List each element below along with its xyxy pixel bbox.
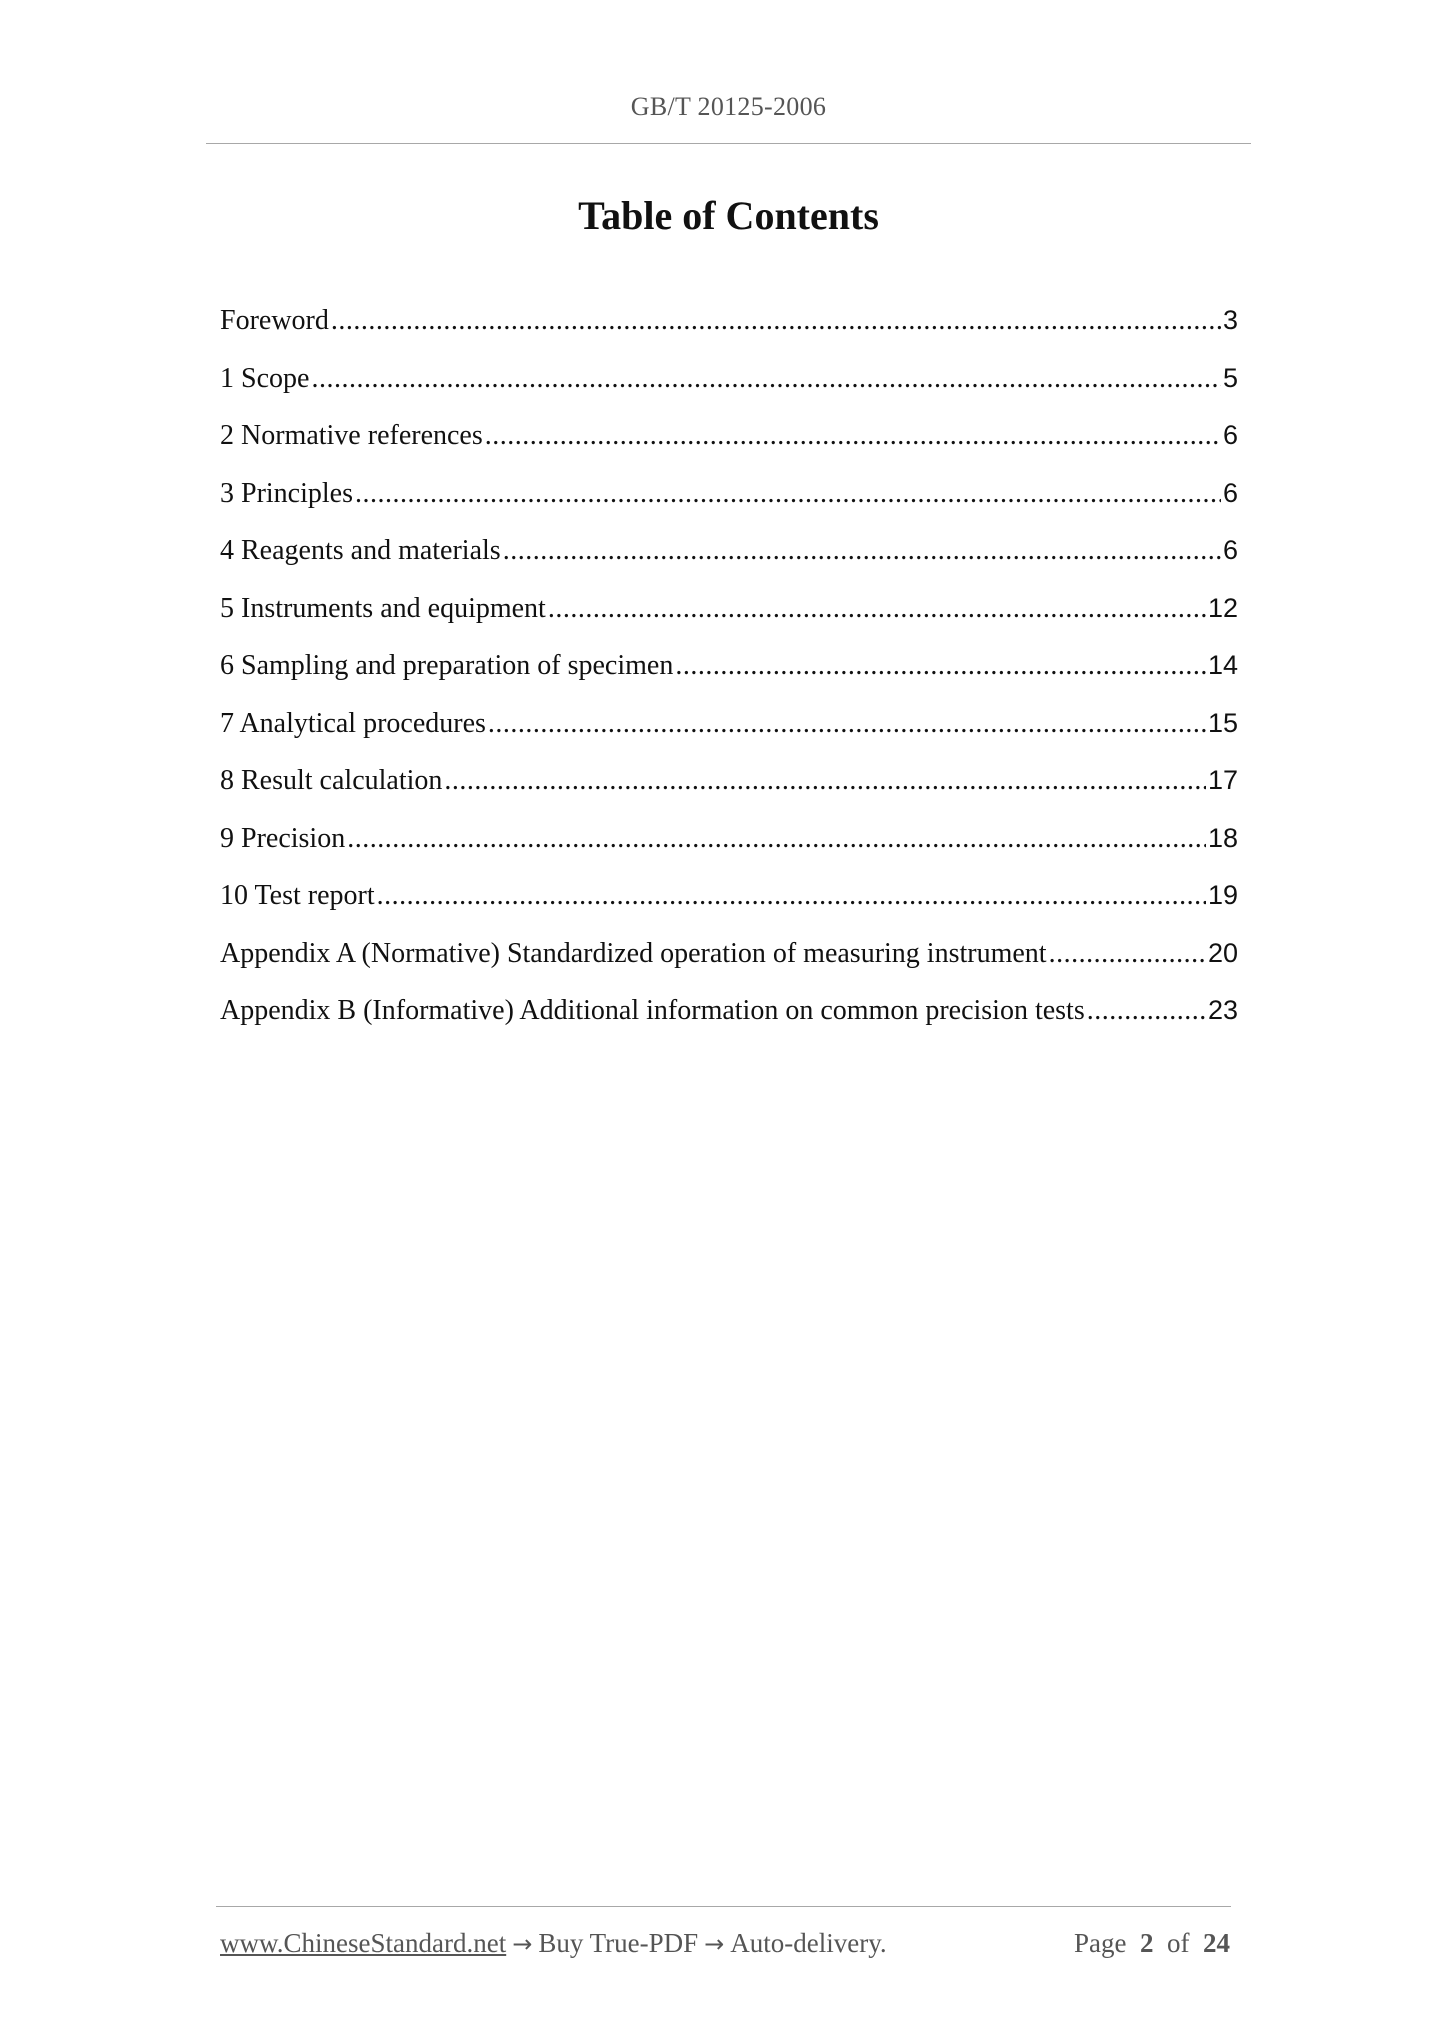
toc-entry-page: 17	[1207, 765, 1238, 795]
page-number	[1074, 1928, 1230, 1959]
toc-leader-dots	[503, 531, 1221, 571]
toc-leader-dots	[355, 474, 1221, 514]
toc-leader-dots	[444, 761, 1206, 801]
footer-promo	[220, 1928, 887, 1959]
toc-entry-page: 6	[1222, 477, 1238, 508]
footer-divider	[216, 1906, 1231, 1907]
table-of-contents	[220, 300, 1238, 1048]
toc-leader-dots	[1087, 991, 1206, 1031]
toc-leader-dots	[347, 819, 1206, 859]
auto-delivery-text: Auto-delivery.	[730, 1928, 887, 1958]
toc-leader-dots	[311, 359, 1221, 399]
toc-entry-page: 14	[1207, 650, 1238, 680]
website-link[interactable]: www.ChineseStandard.net	[220, 1928, 507, 1958]
toc-entry-label: 7 Analytical procedures	[220, 707, 486, 739]
toc-entry-sampling[interactable]	[220, 645, 1238, 703]
toc-entry-instruments[interactable]	[220, 588, 1238, 646]
toc-entry-label: 5 Instruments and equipment	[220, 592, 546, 624]
toc-entry-page: 15	[1207, 707, 1238, 738]
toc-entry-appendix-a[interactable]	[220, 933, 1238, 991]
of-word: of	[1167, 1928, 1190, 1958]
toc-leader-dots	[1049, 934, 1206, 974]
toc-leader-dots	[675, 646, 1206, 686]
toc-entry-label: 9 Precision	[220, 822, 346, 854]
toc-entry-label: 4 Reagents and materials	[220, 535, 501, 566]
toc-entry-page: 19	[1207, 880, 1238, 910]
page-word: Page	[1074, 1928, 1127, 1958]
toc-entry-page: 6	[1222, 535, 1238, 565]
toc-entry-label: 6 Sampling and preparation of specimen	[220, 650, 674, 681]
arrow-right-icon: →	[512, 1930, 533, 1958]
buy-true-pdf-text: Buy True-PDF	[538, 1928, 699, 1958]
toc-entry-result-calculation[interactable]	[220, 760, 1238, 818]
toc-entry-foreword[interactable]	[220, 300, 1238, 358]
toc-leader-dots	[485, 416, 1221, 456]
toc-leader-dots	[488, 704, 1206, 744]
header-divider	[206, 143, 1251, 144]
toc-entry-normative-references[interactable]	[220, 415, 1238, 473]
page-footer	[220, 1928, 1230, 1959]
toc-entry-page: 20	[1207, 937, 1238, 968]
toc-entry-scope[interactable]	[220, 358, 1238, 416]
toc-entry-page: 12	[1207, 592, 1238, 623]
toc-leader-dots	[331, 301, 1221, 341]
current-page-number: 2	[1140, 1928, 1154, 1958]
toc-entry-principles[interactable]	[220, 473, 1238, 531]
toc-entry-page: 18	[1207, 822, 1238, 853]
toc-entry-page: 23	[1207, 995, 1238, 1025]
toc-entry-label: 1 Scope	[220, 362, 310, 394]
toc-entry-test-report[interactable]	[220, 875, 1238, 933]
toc-entry-label: Appendix B (Informative) Additional information on common precision tests	[220, 995, 1085, 1026]
arrow-right-icon: →	[704, 1930, 725, 1958]
toc-leader-dots	[548, 589, 1206, 629]
toc-entry-precision[interactable]	[220, 818, 1238, 876]
toc-entry-label: 8 Result calculation	[220, 765, 443, 796]
toc-entry-label: Appendix A (Normative) Standardized operation of measuring instrument	[220, 937, 1047, 969]
toc-entry-label: 3 Principles	[220, 477, 353, 509]
page-title: Table of Contents	[578, 193, 879, 238]
toc-entry-label: Foreword	[220, 305, 329, 336]
toc-entry-label: 2 Normative references	[220, 420, 483, 451]
total-pages-number: 24	[1203, 1928, 1230, 1958]
toc-leader-dots	[377, 876, 1206, 916]
toc-entry-page: 6	[1222, 420, 1238, 450]
toc-entry-label: 10 Test report	[220, 880, 375, 911]
toc-entry-page: 3	[1222, 305, 1238, 335]
running-header: GB/T 20125-2006	[630, 92, 827, 121]
toc-entry-reagents[interactable]	[220, 530, 1238, 588]
toc-entry-appendix-b[interactable]	[220, 990, 1238, 1048]
toc-entry-analytical-procedures[interactable]	[220, 703, 1238, 761]
toc-entry-page: 5	[1222, 362, 1238, 393]
